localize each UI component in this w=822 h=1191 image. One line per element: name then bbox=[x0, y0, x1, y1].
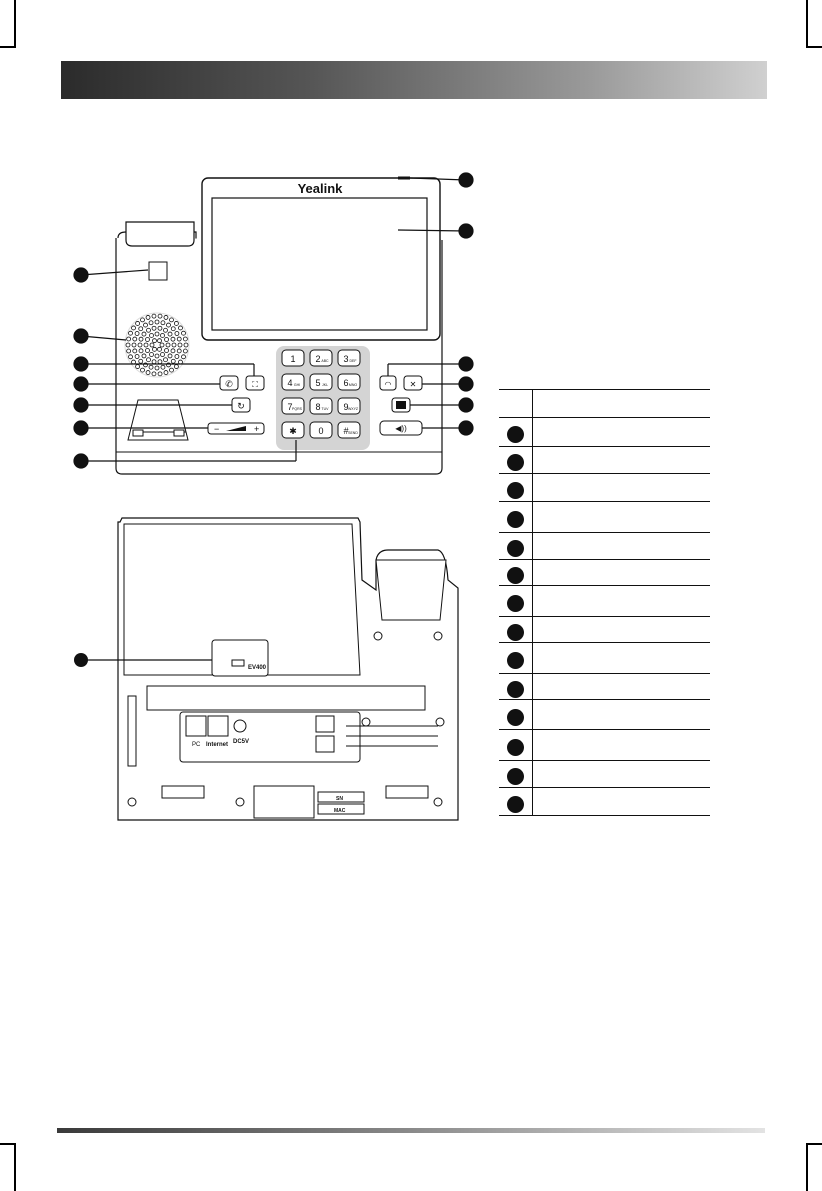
legend-rows bbox=[499, 418, 710, 816]
hook-tab bbox=[149, 262, 167, 280]
cable-channel bbox=[147, 686, 425, 710]
keypad-key-6[interactable] bbox=[338, 374, 360, 390]
legend-callout-dot bbox=[507, 454, 524, 471]
brand-logo: Yealink bbox=[297, 181, 343, 196]
label-area bbox=[254, 786, 314, 818]
power-port[interactable] bbox=[234, 720, 246, 732]
callout-teams bbox=[459, 398, 473, 412]
callout-led bbox=[459, 173, 473, 187]
legend-callout-dot bbox=[507, 709, 524, 726]
keypad-key-3[interactable] bbox=[338, 350, 360, 366]
keypad-digit: 0 bbox=[318, 426, 324, 436]
footer-bar bbox=[57, 1128, 765, 1133]
svg-text:PC: PC bbox=[192, 742, 201, 748]
legend-row bbox=[499, 447, 710, 474]
keypad-letters: DEF bbox=[349, 359, 357, 363]
callout-mute bbox=[459, 377, 473, 391]
legend-callout-dot bbox=[507, 652, 524, 669]
legend-callout-dot bbox=[507, 426, 524, 443]
keypad-key-8[interactable] bbox=[310, 398, 332, 414]
touch-screen bbox=[212, 198, 427, 330]
svg-text:⛶: ⛶ bbox=[252, 380, 258, 389]
usb-port[interactable] bbox=[232, 660, 244, 666]
legend-row bbox=[499, 700, 710, 730]
legend-row bbox=[499, 643, 710, 674]
pc-port[interactable] bbox=[186, 716, 206, 736]
legend-row bbox=[499, 502, 710, 533]
keypad-digit: 8 bbox=[315, 402, 321, 412]
keypad-letters: PQRS bbox=[292, 407, 302, 411]
crop-mark-bottom-left-h bbox=[0, 1143, 14, 1145]
legend-callout-dot bbox=[507, 567, 524, 584]
keypad-digit: 5 bbox=[315, 378, 321, 388]
keypad-digit: 9 bbox=[343, 402, 349, 412]
legend-row bbox=[499, 474, 710, 502]
legend-row bbox=[499, 418, 710, 447]
legend-row bbox=[499, 788, 710, 816]
callout-transfer bbox=[74, 377, 88, 391]
callout-conference bbox=[74, 357, 88, 371]
legend-callout-dot bbox=[507, 624, 524, 641]
legend-callout-dot bbox=[507, 482, 524, 499]
phone-back-diagram bbox=[0, 500, 490, 840]
svg-text:◀)): ◀)) bbox=[395, 424, 407, 433]
callout-volume bbox=[74, 421, 88, 435]
keypad-digit: 7 bbox=[287, 402, 293, 412]
keypad-key-pound[interactable] bbox=[338, 422, 360, 438]
svg-text:✆: ✆ bbox=[225, 379, 233, 389]
keypad-letters: GHI bbox=[293, 383, 301, 387]
handset-hook bbox=[126, 222, 194, 246]
keypad-digit: 4 bbox=[287, 378, 293, 388]
legend-callout-dot bbox=[507, 739, 524, 756]
keypad-digit: # bbox=[343, 426, 349, 436]
keypad-letters: WXYZ bbox=[347, 407, 359, 411]
legend-callout-dot bbox=[507, 540, 524, 557]
handset-rest bbox=[376, 560, 446, 620]
svg-text:−: − bbox=[214, 424, 220, 434]
keypad-digit: 3 bbox=[343, 354, 349, 364]
svg-text:EV400: EV400 bbox=[248, 665, 267, 671]
legend-row bbox=[499, 533, 710, 560]
speaker-grille bbox=[125, 313, 189, 377]
legend-row bbox=[499, 761, 710, 788]
legend-header-row bbox=[499, 389, 710, 418]
keypad-key-9[interactable] bbox=[338, 398, 360, 414]
legend-callout-dot bbox=[507, 595, 524, 612]
callout-keypad bbox=[74, 454, 88, 468]
svg-text:↻: ↻ bbox=[237, 401, 245, 411]
legend-callout-dot bbox=[507, 796, 524, 813]
svg-text:DC5V: DC5V bbox=[233, 739, 250, 745]
keypad-digit: 1 bbox=[290, 354, 296, 364]
callout-legend-table bbox=[499, 389, 710, 816]
keypad-key-4[interactable] bbox=[282, 374, 304, 390]
kensington-slot bbox=[128, 696, 136, 766]
legend-callout-dot bbox=[507, 511, 524, 528]
keypad-key-7[interactable] bbox=[282, 398, 304, 414]
internet-port[interactable] bbox=[208, 716, 228, 736]
callout-hook bbox=[74, 268, 88, 282]
callout-usb bbox=[74, 653, 88, 667]
crop-mark-bottom-right-v bbox=[806, 1143, 808, 1191]
keypad-letters: SEND bbox=[348, 431, 358, 435]
keypad-letters: ABC bbox=[321, 359, 329, 363]
callout-redial bbox=[74, 398, 88, 412]
callout-speaker bbox=[74, 329, 88, 343]
legend-callout-dot bbox=[507, 768, 524, 785]
legend-row bbox=[499, 560, 710, 586]
headset-port[interactable] bbox=[316, 716, 334, 732]
legend-row bbox=[499, 586, 710, 617]
callout-headset bbox=[459, 357, 473, 371]
legend-row bbox=[499, 730, 710, 761]
keypad-digit: ✱ bbox=[289, 426, 297, 436]
callout-screen bbox=[459, 224, 473, 238]
svg-text:MAC: MAC bbox=[334, 808, 346, 814]
keypad-letters: JKL bbox=[321, 383, 329, 387]
svg-text:SN: SN bbox=[336, 796, 343, 802]
keypad-letters: TUV bbox=[321, 407, 329, 411]
legend-row bbox=[499, 617, 710, 643]
crop-mark-bottom-left-v bbox=[14, 1143, 16, 1191]
legend-callout-dot bbox=[507, 681, 524, 698]
svg-text:✕: ✕ bbox=[409, 380, 417, 389]
callout-speakerphone bbox=[459, 421, 473, 435]
keypad-key-5[interactable] bbox=[310, 374, 332, 390]
svg-text:+: + bbox=[254, 424, 260, 434]
svg-text:Internet: Internet bbox=[206, 742, 229, 748]
keypad-digit: 2 bbox=[315, 354, 321, 364]
handset-port[interactable] bbox=[316, 736, 334, 752]
keypad-letters: MNO bbox=[348, 383, 358, 387]
keypad-digit: 6 bbox=[343, 378, 349, 388]
svg-text:◠: ◠ bbox=[384, 380, 392, 389]
legend-row bbox=[499, 674, 710, 700]
crop-mark-bottom-right-h bbox=[808, 1143, 822, 1145]
keypad-key-2[interactable] bbox=[310, 350, 332, 366]
